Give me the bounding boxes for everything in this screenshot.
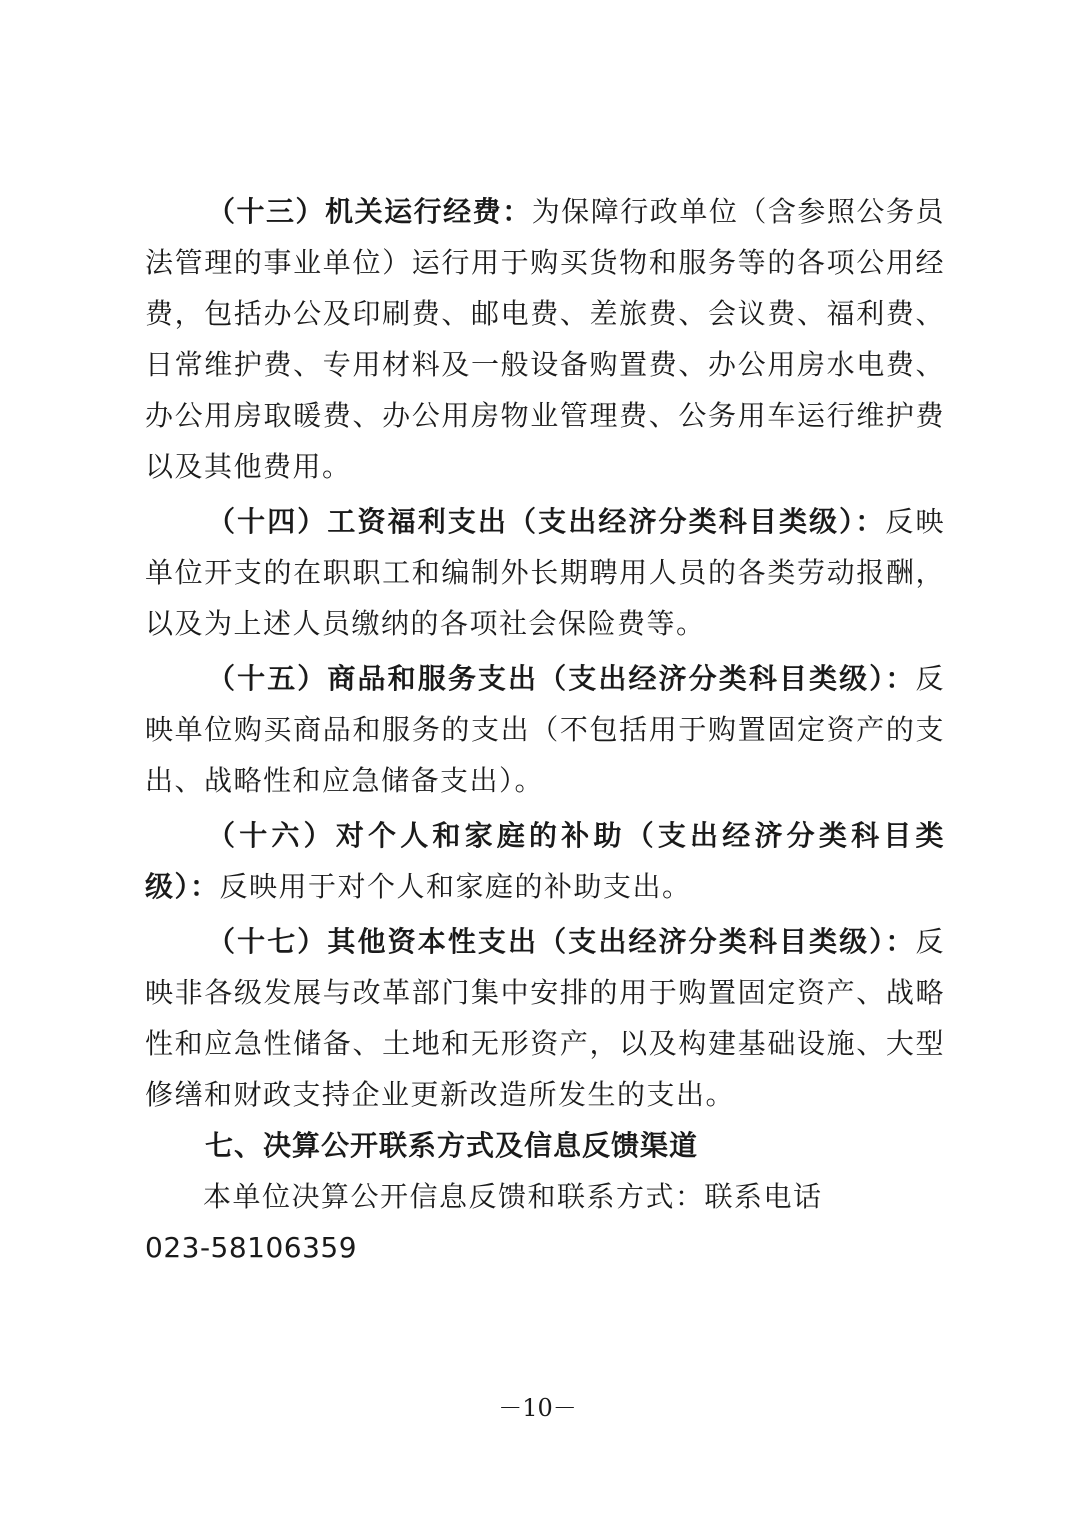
paragraph-14-text: 反映单位开支的在职职工和编制外长期聘用人员的各类劳动报酬，以及为上述人员缴纳的各项社会保险费等。 [145, 505, 945, 640]
paragraph-15-heading: （十五）商品和服务支出（支出经济分类科目类级）： [207, 662, 916, 695]
paragraph-13 [145, 186, 945, 492]
paragraph-16-heading: （十六）对个人和家庭的补助（支出经济分类科目类级）： [145, 819, 945, 903]
paragraph-13-heading: （十三）机关运行经费： [207, 195, 532, 228]
paragraph-15-text: 反映单位购买商品和服务的支出（不包括用于购置固定资产的支出、战略性和应急储备支出）。 [145, 662, 945, 797]
paragraph-13-text: 为保障行政单位（含参照公务员法管理的事业单位）运行用于购买货物和服务等的各项公用经费，包括办公及印刷费、邮电费、差旅费、会议费、福利费、日常维护费、专用材料及一般设备购置费、办公用房水电费、办公用房取暖费、办公用房物业管理费、公务用车运行维护费以及其他费用。 [145, 195, 945, 483]
paragraph-17-heading: （十七）其他资本性支出（支出经济分类科目类级）： [207, 925, 916, 958]
page-number: －10－ [498, 1394, 577, 1422]
section-heading: 七、决算公开联系方式及信息反馈渠道 [205, 1129, 699, 1162]
contact-text: 本单位决算公开信息反馈和联系方式：联系电话 [203, 1180, 823, 1213]
paragraph-17 [145, 916, 945, 1120]
document-body [145, 186, 945, 1273]
paragraph-15 [145, 653, 945, 806]
paragraph-14-heading: （十四）工资福利支出（支出经济分类科目类级）： [207, 505, 886, 538]
paragraph-16-text: 反映用于对个人和家庭的补助支出。 [219, 870, 692, 903]
paragraph-16 [145, 810, 945, 912]
paragraph-17-text: 反映非各级发展与改革部门集中安排的用于购置固定资产、战略性和应急性储备、土地和无形资产，以及构建基础设施、大型修缮和财政支持企业更新改造所发生的支出。 [145, 925, 945, 1111]
contact-phone: 023-58106359 [145, 1231, 358, 1264]
paragraph-14 [145, 496, 945, 649]
